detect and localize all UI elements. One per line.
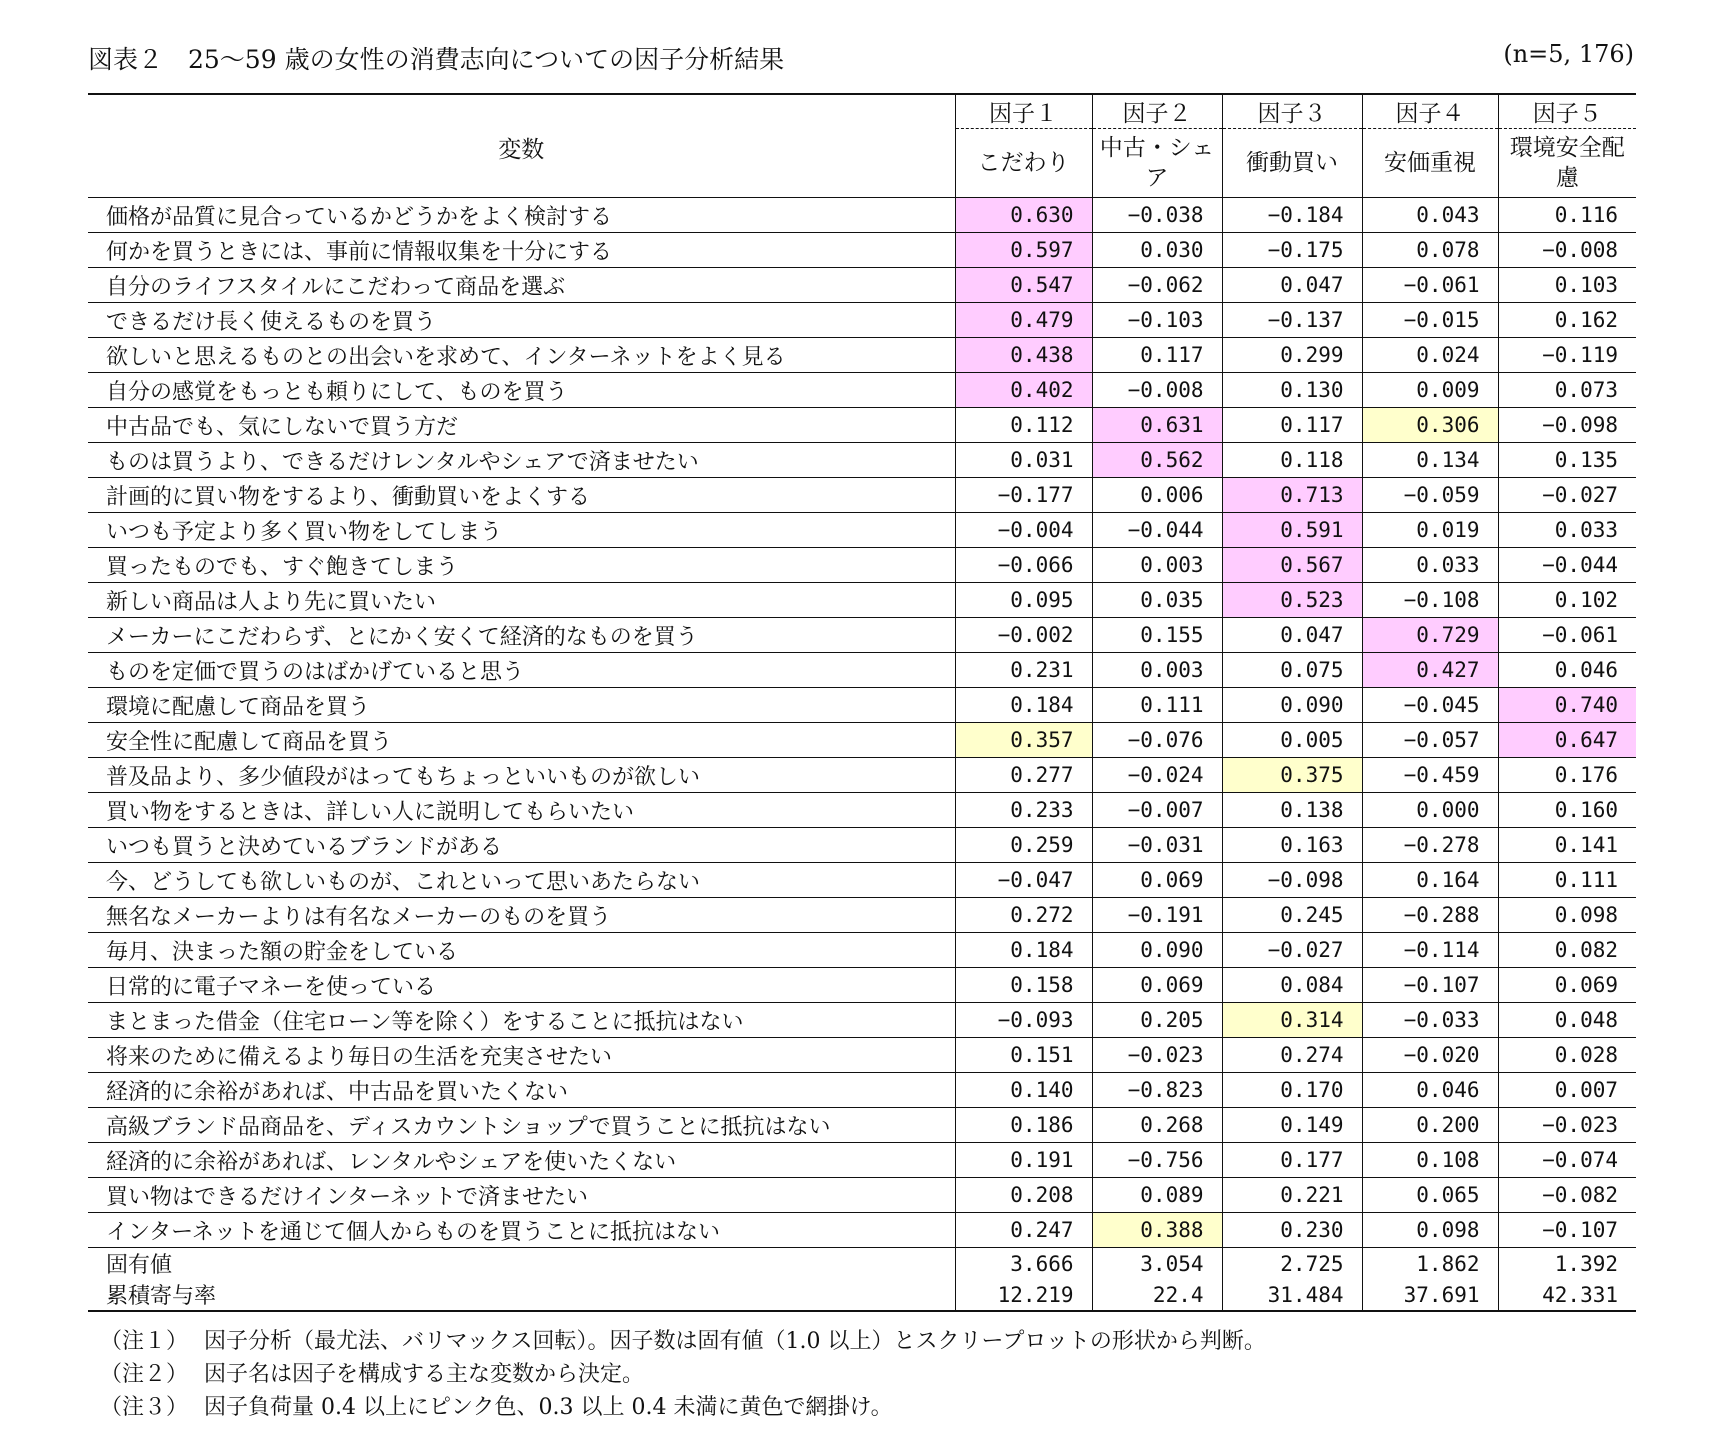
table-row — [88, 198, 1636, 233]
loading-factor-1: 0.277 — [955, 758, 1092, 793]
loading-factor-4: −0.015 — [1362, 303, 1498, 338]
loading-factor-2: 0.388 — [1092, 1213, 1222, 1248]
variable-label: 今、どうしても欲しいものが、これといって思いあたらない — [88, 863, 955, 898]
loading-factor-3: 0.221 — [1222, 1178, 1362, 1213]
summary-value-factor-2: 3.054 — [1092, 1248, 1222, 1280]
loading-factor-5: −0.107 — [1498, 1213, 1636, 1248]
loading-factor-4: −0.059 — [1362, 478, 1498, 513]
loading-factor-1: −0.047 — [955, 863, 1092, 898]
loading-factor-3: 0.118 — [1222, 443, 1362, 478]
loading-factor-1: 0.031 — [955, 443, 1092, 478]
sample-size: (n=5, 176) — [1503, 40, 1634, 68]
loading-factor-3: 0.047 — [1222, 268, 1362, 303]
table-row — [88, 1003, 1636, 1038]
variable-label: 経済的に余裕があれば、レンタルやシェアを使いたくない — [88, 1143, 955, 1178]
loading-factor-3: 0.523 — [1222, 583, 1362, 618]
loading-factor-3: 0.149 — [1222, 1108, 1362, 1143]
table-row — [88, 233, 1636, 268]
variable-label: 環境に配慮して商品を買う — [88, 688, 955, 723]
note-2-label: （注２） — [100, 1362, 189, 1387]
variable-label: メーカーにこだわらず、とにかく安くて経済的なものを買う — [88, 618, 955, 653]
loading-factor-1: −0.093 — [955, 1003, 1092, 1038]
factor-1-name: こだわり — [955, 129, 1092, 198]
loading-factor-2: −0.008 — [1092, 373, 1222, 408]
factor-3-name: 衝動買い — [1222, 129, 1362, 198]
loading-factor-3: 0.375 — [1222, 758, 1362, 793]
factor-2-name: 中古・シェア — [1092, 129, 1222, 198]
loading-factor-5: −0.061 — [1498, 618, 1636, 653]
loading-factor-2: 0.089 — [1092, 1178, 1222, 1213]
variable-label: 普及品より、多少値段がはってもちょっといいものが欲しい — [88, 758, 955, 793]
loading-factor-5: −0.082 — [1498, 1178, 1636, 1213]
loading-factor-4: 0.024 — [1362, 338, 1498, 373]
table-row — [88, 443, 1636, 478]
loading-factor-1: 0.140 — [955, 1073, 1092, 1108]
table-row — [88, 653, 1636, 688]
summary-value-factor-5: 42.331 — [1498, 1279, 1636, 1311]
loading-factor-1: 0.438 — [955, 338, 1092, 373]
summary-value-factor-1: 3.666 — [955, 1248, 1092, 1280]
loading-factor-2: −0.031 — [1092, 828, 1222, 863]
loading-factor-5: 0.028 — [1498, 1038, 1636, 1073]
loading-factor-5: 0.176 — [1498, 758, 1636, 793]
variable-label: 自分の感覚をもっとも頼りにして、ものを買う — [88, 373, 955, 408]
table-row — [88, 548, 1636, 583]
note-3-label: （注３） — [100, 1395, 189, 1420]
table-row — [88, 793, 1636, 828]
table-row — [88, 828, 1636, 863]
loading-factor-3: −0.098 — [1222, 863, 1362, 898]
loading-factor-5: 0.135 — [1498, 443, 1636, 478]
loading-factor-2: 0.562 — [1092, 443, 1222, 478]
loading-factor-3: 0.090 — [1222, 688, 1362, 723]
loading-factor-3: 0.274 — [1222, 1038, 1362, 1073]
loading-factor-4: 0.108 — [1362, 1143, 1498, 1178]
loading-factor-1: 0.272 — [955, 898, 1092, 933]
loading-factor-5: 0.098 — [1498, 898, 1636, 933]
variable-label: まとまった借金（住宅ローン等を除く）をすることに抵抗はない — [88, 1003, 955, 1038]
loading-factor-2: 0.003 — [1092, 548, 1222, 583]
loading-factor-5: −0.074 — [1498, 1143, 1636, 1178]
table-row — [88, 618, 1636, 653]
loading-factor-4: 0.009 — [1362, 373, 1498, 408]
loading-factor-4: 0.033 — [1362, 548, 1498, 583]
table-row — [88, 373, 1636, 408]
header-row-factor-numbers — [88, 94, 1636, 129]
variable-label: 毎月、決まった額の貯金をしている — [88, 933, 955, 968]
variable-label: 何かを買うときには、事前に情報収集を十分にする — [88, 233, 955, 268]
loading-factor-1: 0.247 — [955, 1213, 1092, 1248]
factor-1-number: 因子１ — [955, 94, 1092, 129]
loading-factor-1: 0.259 — [955, 828, 1092, 863]
loading-factor-1: −0.004 — [955, 513, 1092, 548]
variable-label: 価格が品質に見合っているかどうかをよく検討する — [88, 198, 955, 233]
loading-factor-4: −0.278 — [1362, 828, 1498, 863]
loading-factor-1: 0.186 — [955, 1108, 1092, 1143]
factor-4-name: 安価重視 — [1362, 129, 1498, 198]
loading-factor-3: 0.130 — [1222, 373, 1362, 408]
table-row — [88, 1213, 1636, 1248]
loading-factor-2: 0.205 — [1092, 1003, 1222, 1038]
note-2-text: 因子名は因子を構成する主な変数から決定。 — [204, 1362, 645, 1387]
loading-factor-3: −0.184 — [1222, 198, 1362, 233]
loading-factor-3: −0.027 — [1222, 933, 1362, 968]
table-row — [88, 758, 1636, 793]
loading-factor-1: −0.002 — [955, 618, 1092, 653]
summary-value-factor-3: 2.725 — [1222, 1248, 1362, 1280]
loading-factor-4: −0.288 — [1362, 898, 1498, 933]
variable-label: ものは買うより、できるだけレンタルやシェアで済ませたい — [88, 443, 955, 478]
loading-factor-4: 0.065 — [1362, 1178, 1498, 1213]
loading-factor-1: −0.066 — [955, 548, 1092, 583]
loading-factor-2: 0.003 — [1092, 653, 1222, 688]
loading-factor-2: 0.111 — [1092, 688, 1222, 723]
variable-label: 自分のライフスタイルにこだわって商品を選ぶ — [88, 268, 955, 303]
loading-factor-5: 0.046 — [1498, 653, 1636, 688]
loading-factor-3: 0.591 — [1222, 513, 1362, 548]
loading-factor-3: 0.170 — [1222, 1073, 1362, 1108]
note-3-text: 因子負荷量 0.4 以上にピンク色、0.3 以上 0.4 未満に黄色で網掛け。 — [204, 1395, 893, 1420]
variable-label: 無名なメーカーよりは有名なメーカーのものを買う — [88, 898, 955, 933]
loading-factor-5: −0.098 — [1498, 408, 1636, 443]
loading-factor-4: 0.427 — [1362, 653, 1498, 688]
loading-factor-3: 0.299 — [1222, 338, 1362, 373]
table-row — [88, 688, 1636, 723]
summary-value-factor-4: 37.691 — [1362, 1279, 1498, 1311]
loading-factor-5: 0.103 — [1498, 268, 1636, 303]
table-row — [88, 408, 1636, 443]
loading-factor-4: 0.078 — [1362, 233, 1498, 268]
loading-factor-5: 0.048 — [1498, 1003, 1636, 1038]
variable-label: インターネットを通じて個人からものを買うことに抵抗はない — [88, 1213, 955, 1248]
loading-factor-5: 0.116 — [1498, 198, 1636, 233]
table-row — [88, 968, 1636, 1003]
variable-label: 日常的に電子マネーを使っている — [88, 968, 955, 1003]
loading-factor-4: −0.057 — [1362, 723, 1498, 758]
loading-factor-4: 0.046 — [1362, 1073, 1498, 1108]
loading-factor-3: 0.005 — [1222, 723, 1362, 758]
loading-factor-5: −0.119 — [1498, 338, 1636, 373]
summary-body — [88, 1248, 1636, 1312]
loading-factor-4: 0.306 — [1362, 408, 1498, 443]
loading-factor-2: −0.044 — [1092, 513, 1222, 548]
loading-factor-2: 0.268 — [1092, 1108, 1222, 1143]
note-1 — [100, 1325, 1266, 1358]
variable-label: 新しい商品は人より先に買いたい — [88, 583, 955, 618]
loading-factor-3: −0.175 — [1222, 233, 1362, 268]
loading-factor-4: 0.134 — [1362, 443, 1498, 478]
loading-factor-1: 0.479 — [955, 303, 1092, 338]
table-row — [88, 338, 1636, 373]
summary-value-factor-4: 1.862 — [1362, 1248, 1498, 1280]
loading-factor-1: 0.231 — [955, 653, 1092, 688]
factor-4-number: 因子４ — [1362, 94, 1498, 129]
loading-factor-2: 0.006 — [1092, 478, 1222, 513]
loading-factor-4: −0.061 — [1362, 268, 1498, 303]
loading-factor-2: 0.030 — [1092, 233, 1222, 268]
table-row — [88, 583, 1636, 618]
loading-factor-5: 0.740 — [1498, 688, 1636, 723]
note-1-text: 因子分析（最尤法、バリマックス回転）。因子数は固有値（1.0 以上）とスクリープロットの形状から判断。 — [204, 1329, 1266, 1354]
factor-5-name: 環境安全配慮 — [1498, 129, 1636, 198]
variable-label: できるだけ長く使えるものを買う — [88, 303, 955, 338]
summary-value-factor-2: 22.4 — [1092, 1279, 1222, 1311]
table-row — [88, 303, 1636, 338]
loading-factor-3: 0.075 — [1222, 653, 1362, 688]
table-row — [88, 1178, 1636, 1213]
loading-factor-2: 0.631 — [1092, 408, 1222, 443]
table-body — [88, 198, 1636, 1248]
loading-factor-4: 0.164 — [1362, 863, 1498, 898]
loading-factor-2: −0.191 — [1092, 898, 1222, 933]
loading-factor-5: 0.033 — [1498, 513, 1636, 548]
loading-factor-2: −0.076 — [1092, 723, 1222, 758]
loading-factor-3: −0.137 — [1222, 303, 1362, 338]
variable-label: 中古品でも、気にしないで買う方だ — [88, 408, 955, 443]
loading-factor-2: −0.823 — [1092, 1073, 1222, 1108]
loading-factor-3: 0.047 — [1222, 618, 1362, 653]
loading-factor-3: 0.314 — [1222, 1003, 1362, 1038]
loading-factor-3: 0.567 — [1222, 548, 1362, 583]
summary-row — [88, 1248, 1636, 1280]
factor-3-number: 因子３ — [1222, 94, 1362, 129]
loading-factor-4: 0.000 — [1362, 793, 1498, 828]
variable-label: いつも買うと決めているブランドがある — [88, 828, 955, 863]
table-title: 図表２ 25～59 歳の女性の消費志向についての因子分析結果 — [88, 45, 785, 74]
loading-factor-5: 0.162 — [1498, 303, 1636, 338]
variable-column-header: 変数 — [88, 94, 955, 198]
variable-label: 買ったものでも、すぐ飽きてしまう — [88, 548, 955, 583]
loading-factor-5: 0.082 — [1498, 933, 1636, 968]
loading-factor-1: 0.547 — [955, 268, 1092, 303]
loading-factor-4: −0.459 — [1362, 758, 1498, 793]
loading-factor-3: 0.138 — [1222, 793, 1362, 828]
variable-label: 買い物はできるだけインターネットで済ませたい — [88, 1178, 955, 1213]
table-row — [88, 933, 1636, 968]
loading-factor-5: 0.111 — [1498, 863, 1636, 898]
loading-factor-4: 0.729 — [1362, 618, 1498, 653]
note-2 — [100, 1358, 1266, 1391]
table-row — [88, 268, 1636, 303]
variable-label: 高級ブランド品商品を、ディスカウントショップで買うことに抵抗はない — [88, 1108, 955, 1143]
note-3 — [100, 1391, 1266, 1424]
loading-factor-4: −0.107 — [1362, 968, 1498, 1003]
loading-factor-1: 0.158 — [955, 968, 1092, 1003]
loading-factor-2: 0.117 — [1092, 338, 1222, 373]
loading-factor-1: 0.095 — [955, 583, 1092, 618]
loading-factor-5: 0.073 — [1498, 373, 1636, 408]
loading-factor-2: −0.103 — [1092, 303, 1222, 338]
loading-factor-1: 0.597 — [955, 233, 1092, 268]
loading-factor-1: 0.112 — [955, 408, 1092, 443]
table-row — [88, 863, 1636, 898]
loading-factor-5: 0.007 — [1498, 1073, 1636, 1108]
note-1-label: （注１） — [100, 1329, 189, 1354]
loading-factor-1: 0.151 — [955, 1038, 1092, 1073]
loading-factor-3: 0.117 — [1222, 408, 1362, 443]
loading-factor-2: −0.062 — [1092, 268, 1222, 303]
loading-factor-4: −0.045 — [1362, 688, 1498, 723]
summary-value-factor-1: 12.219 — [955, 1279, 1092, 1311]
loading-factor-2: −0.756 — [1092, 1143, 1222, 1178]
summary-value-factor-3: 31.484 — [1222, 1279, 1362, 1311]
loading-factor-1: 0.233 — [955, 793, 1092, 828]
variable-label: いつも予定より多く買い物をしてしまう — [88, 513, 955, 548]
table-row — [88, 513, 1636, 548]
summary-row — [88, 1279, 1636, 1311]
loading-factor-2: −0.023 — [1092, 1038, 1222, 1073]
variable-label: 買い物をするときは、詳しい人に説明してもらいたい — [88, 793, 955, 828]
variable-label: 将来のために備えるより毎日の生活を充実させたい — [88, 1038, 955, 1073]
factor-analysis-table — [88, 93, 1636, 1312]
loading-factor-3: 0.713 — [1222, 478, 1362, 513]
loading-factor-2: 0.069 — [1092, 863, 1222, 898]
variable-label: 安全性に配慮して商品を買う — [88, 723, 955, 758]
factor-2-number: 因子２ — [1092, 94, 1222, 129]
loading-factor-5: −0.027 — [1498, 478, 1636, 513]
table-row — [88, 898, 1636, 933]
loading-factor-4: 0.200 — [1362, 1108, 1498, 1143]
loading-factor-2: 0.035 — [1092, 583, 1222, 618]
loading-factor-4: 0.043 — [1362, 198, 1498, 233]
table-row — [88, 1143, 1636, 1178]
loading-factor-3: 0.163 — [1222, 828, 1362, 863]
variable-label: 経済的に余裕があれば、中古品を買いたくない — [88, 1073, 955, 1108]
loading-factor-3: 0.245 — [1222, 898, 1362, 933]
loading-factor-1: 0.208 — [955, 1178, 1092, 1213]
variable-label: ものを定価で買うのはばかげていると思う — [88, 653, 955, 688]
loading-factor-5: 0.647 — [1498, 723, 1636, 758]
loading-factor-3: 0.177 — [1222, 1143, 1362, 1178]
loading-factor-1: 0.184 — [955, 933, 1092, 968]
loading-factor-1: 0.191 — [955, 1143, 1092, 1178]
loading-factor-5: 0.102 — [1498, 583, 1636, 618]
loading-factor-1: 0.357 — [955, 723, 1092, 758]
loading-factor-4: 0.019 — [1362, 513, 1498, 548]
summary-value-factor-5: 1.392 — [1498, 1248, 1636, 1280]
table-row — [88, 1108, 1636, 1143]
loading-factor-1: −0.177 — [955, 478, 1092, 513]
loading-factor-2: 0.069 — [1092, 968, 1222, 1003]
loading-factor-2: −0.007 — [1092, 793, 1222, 828]
loading-factor-4: −0.108 — [1362, 583, 1498, 618]
table-row — [88, 1038, 1636, 1073]
loading-factor-4: 0.098 — [1362, 1213, 1498, 1248]
notes — [100, 1325, 1266, 1424]
variable-label: 計画的に買い物をするより、衝動買いをよくする — [88, 478, 955, 513]
loading-factor-5: 0.141 — [1498, 828, 1636, 863]
loading-factor-2: −0.038 — [1092, 198, 1222, 233]
loading-factor-4: −0.033 — [1362, 1003, 1498, 1038]
loading-factor-1: 0.402 — [955, 373, 1092, 408]
summary-label: 累積寄与率 — [88, 1279, 955, 1311]
loading-factor-5: 0.069 — [1498, 968, 1636, 1003]
loading-factor-4: −0.020 — [1362, 1038, 1498, 1073]
loading-factor-3: 0.230 — [1222, 1213, 1362, 1248]
loading-factor-2: −0.024 — [1092, 758, 1222, 793]
table-row — [88, 478, 1636, 513]
factor-5-number: 因子５ — [1498, 94, 1636, 129]
title-row — [88, 40, 1634, 80]
loading-factor-4: −0.114 — [1362, 933, 1498, 968]
summary-label: 固有値 — [106, 1253, 173, 1278]
loading-factor-5: 0.160 — [1498, 793, 1636, 828]
loading-factor-2: 0.090 — [1092, 933, 1222, 968]
loading-factor-1: 0.630 — [955, 198, 1092, 233]
loading-factor-3: 0.084 — [1222, 968, 1362, 1003]
loading-factor-5: −0.044 — [1498, 548, 1636, 583]
table-row — [88, 1073, 1636, 1108]
table-row — [88, 723, 1636, 758]
loading-factor-5: −0.023 — [1498, 1108, 1636, 1143]
loading-factor-1: 0.184 — [955, 688, 1092, 723]
loading-factor-5: −0.008 — [1498, 233, 1636, 268]
variable-label: 欲しいと思えるものとの出会いを求めて、インターネットをよく見る — [88, 338, 955, 373]
loading-factor-2: 0.155 — [1092, 618, 1222, 653]
